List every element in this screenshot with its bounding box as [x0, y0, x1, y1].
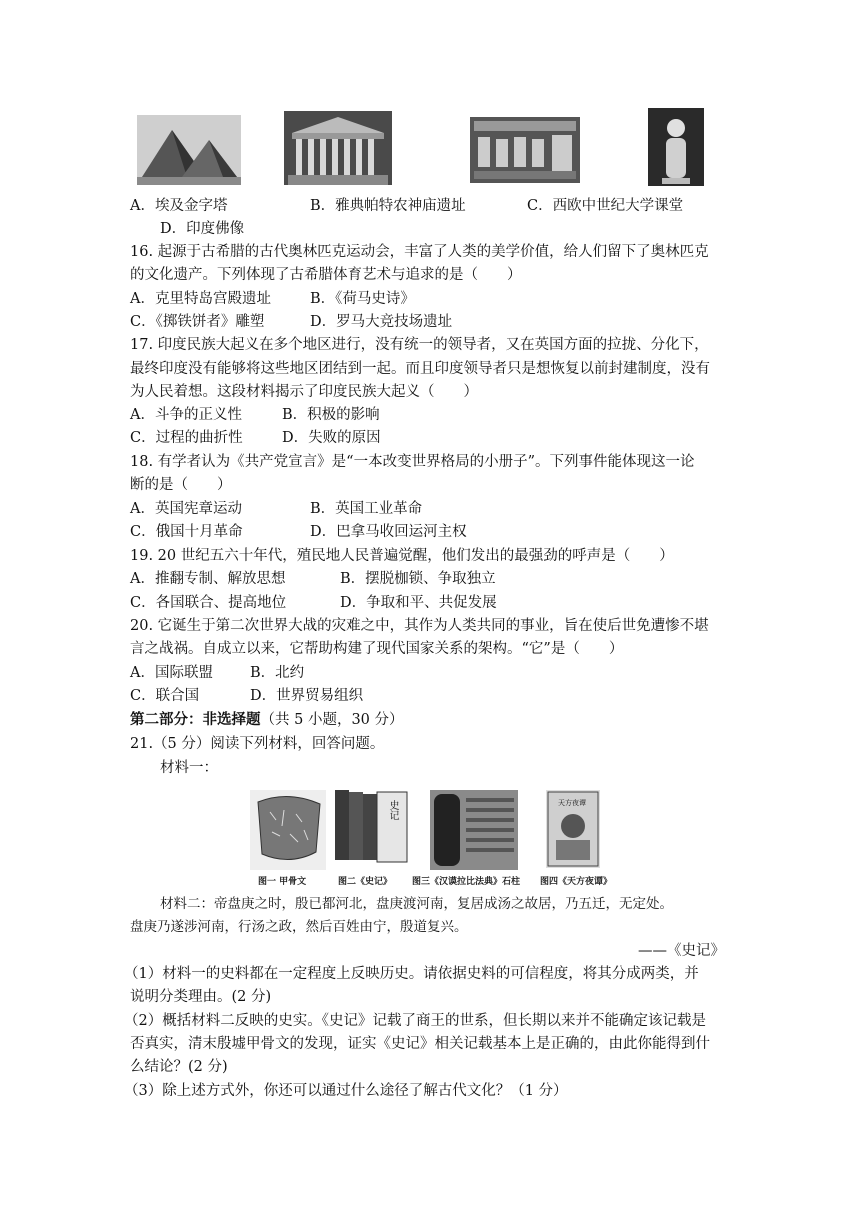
q21-sub2: （2）概括材料二反映的史实。《史记》记载了商王的世系，但长期以来并不能确定该记载是 [124, 1013, 706, 1029]
q18-option-c[interactable]: C．俄国十月革命 [130, 524, 243, 540]
q20-option-b[interactable]: B．北约 [250, 665, 305, 681]
shiji-book-title: 史记 [387, 800, 398, 820]
q21-sub2-cont: 否真实，清末殷墟甲骨文的发现，证实《史记》相关记载基本上是正确的，由此你能得到什 [130, 1036, 710, 1052]
part2-note: （共 5 小题，30 分） [260, 712, 404, 728]
q17-option-b[interactable]: B．积极的影响 [282, 407, 380, 423]
figure-caption-1: 图一 甲骨文 [258, 877, 307, 887]
q15-option-c[interactable]: C．西欧中世纪大学课堂 [527, 198, 684, 214]
q19-option-b[interactable]: B．摆脱枷锁、争取独立 [340, 571, 496, 587]
q17-stem-cont2: 为人民着想。这段材料揭示了印度民族大起义（ ） [130, 384, 478, 400]
oracle-bone-icon [250, 790, 326, 870]
q18-option-d[interactable]: D．巴拿马收回运河主权 [310, 524, 467, 540]
q17-option-a[interactable]: A．斗争的正义性 [130, 407, 242, 423]
q21-sub3: （3）除上述方式外，你还可以通过什么途径了解古代文化？（1 分） [124, 1083, 568, 1099]
q20-option-a[interactable]: A．国际联盟 [130, 665, 213, 681]
classroom-icon [470, 117, 580, 183]
q15-option-b[interactable]: B．雅典帕特农神庙遗址 [310, 198, 466, 214]
q17-stem: 17. 印度民族大起义在多个地区进行，没有统一的领导者，又在英国方面的拉拢、分化下， [130, 337, 709, 353]
q16-stem-cont: 的文化遗产。下列体现了古希腊体育艺术与追求的是（ ） [130, 267, 522, 283]
q20-option-d[interactable]: D．世界贸易组织 [250, 688, 364, 704]
material-one-label: 材料一： [160, 760, 218, 776]
temple-icon [284, 111, 392, 185]
q21-sub1-cont: 说明分类理由。(2 分) [130, 989, 272, 1005]
parthenon-photo [284, 111, 392, 185]
buddha-statue-photo [648, 108, 704, 186]
q17-option-c[interactable]: C．过程的曲折性 [130, 430, 243, 446]
pyramid-icon [137, 115, 241, 185]
q17-option-d[interactable]: D．失败的原因 [282, 430, 381, 446]
q21-sub2-cont2: 么结论？(2 分) [130, 1059, 228, 1075]
q15-option-d[interactable]: D．印度佛像 [160, 221, 245, 237]
q18-stem-cont: 断的是（ ） [130, 477, 232, 493]
q19-stem: 19. 20 世纪五六十年代，殖民地人民普遍觉醒，他们发出的最强劲的呼声是（ ） [130, 548, 674, 564]
q16-stem: 16. 起源于古希腊的古代奥林匹克运动会，丰富了人类的美学价值，给人们留下了奥林匹克 [130, 244, 709, 260]
q21-sub1: （1）材料一的史料都在一定程度上反映历史。请依据史料的可信程度，将其分成两类，并 [124, 966, 699, 982]
stele-icon [430, 790, 518, 870]
q16-option-c[interactable]: C．《掷铁饼者》雕塑 [130, 314, 265, 330]
q19-option-d[interactable]: D．争取和平、共促发展 [340, 595, 497, 611]
q20-option-c[interactable]: C．联合国 [130, 688, 200, 704]
hammurabi-code-figure [430, 790, 518, 870]
q16-option-a[interactable]: A．克里特岛宫殿遗址 [130, 291, 271, 307]
q19-option-c[interactable]: C．各国联合、提高地位 [130, 595, 287, 611]
material-two-line2: 盘庚乃遂涉河南，行汤之政，然后百姓由宁，殷道复兴。 [130, 919, 468, 935]
material-two-line1: 材料二：帝盘庚之时，殷已都河北，盘庚渡河南，复居成汤之故居，乃五迁，无定处。 [160, 896, 673, 912]
q18-option-a[interactable]: A．英国宪章运动 [130, 501, 242, 517]
figure-caption-4: 图四《天方夜谭》 [540, 877, 613, 887]
arabian-nights-title: 天方夜谭 [558, 799, 586, 807]
part2-heading [130, 709, 404, 731]
q19-option-a[interactable]: A．推翻专制、解放思想 [130, 571, 286, 587]
arabian-nights-figure [546, 790, 600, 868]
q18-option-b[interactable]: B．英国工业革命 [310, 501, 423, 517]
q21-stem: 21.（5 分）阅读下列材料，回答问题。 [130, 736, 385, 752]
pyramid-photo [137, 115, 241, 185]
q20-stem: 20. 它诞生于第二次世界大战的灾难之中，其作为人类共同的事业，旨在使后世免遭惨不堪 [130, 618, 709, 634]
q18-stem: 18. 有学者认为《共产党宣言》是“一本改变世界格局的小册子”。下列事件能体现这一论 [130, 454, 695, 470]
part2-title: 第二部分：非选择题 [130, 711, 261, 728]
medieval-classroom-photo [470, 117, 580, 183]
q15-option-a[interactable]: A．埃及金字塔 [130, 198, 228, 214]
buddha-icon [648, 108, 704, 186]
book-icon [333, 786, 409, 870]
shiji-books-figure [333, 786, 409, 870]
q17-stem-cont: 最终印度没有能够将这些地区团结到一起。而且印度领导者只是想恢复以前封建制度，没有 [130, 361, 710, 377]
q16-option-d[interactable]: D．罗马大竞技场遗址 [310, 314, 453, 330]
material-two-source: ——《史记》 [638, 943, 725, 959]
figure-caption-2: 图二《史记》 [338, 877, 393, 887]
q16-option-b[interactable]: B．《荷马史诗》 [310, 291, 415, 307]
figure-caption-3: 图三《汉谟拉比法典》石柱 [412, 877, 521, 887]
oracle-bone-figure [250, 790, 326, 870]
q20-stem-cont: 言之战祸。自成立以来，它帮助构建了现代国家关系的架构。“它”是（ ） [130, 641, 624, 657]
